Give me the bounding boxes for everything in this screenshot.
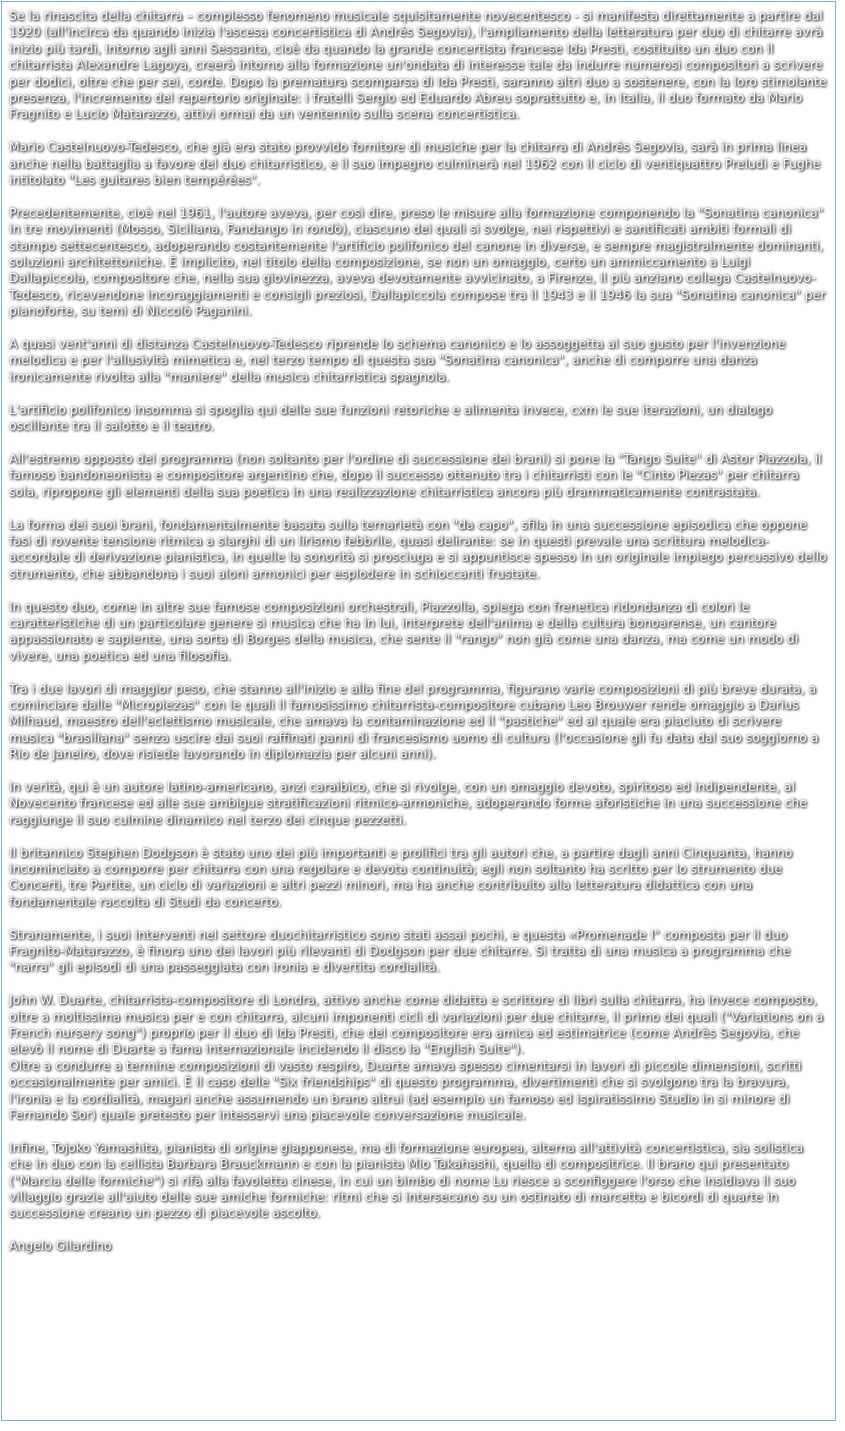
paragraph: Stranamente, i suoi interventi nel settore duochitarristico sono stati assai pochi, e questa «Promenade I" composta per il duo Fragnito-Matarazzo, è finora uno dei lavori più rilevanti di Dodgson per due chitarre. Si tratta di una musica a programma che "narra" gli episodi di una passeggiata con ironia e divertita cordialità. (9, 926, 791, 975)
paragraph: Tra i due lavori di maggior peso, che stanno all'inizio e alla fine del programma, figurano varie composizioni di più breve durata, a cominciare dalle "Micropiezas" con le quali il famosissimo chitarrista-compositore cubano Leo Brouwer rende omaggio a Darius Milhaud, maestro dell'eclettismo musicale, che amava la contaminazione ed il "pastiche" ed al quale era piaciuto di scrivere musica "brasiliana" senza uscire dai suoi raffinati panni di francesismo uomo di cultura (l'occasione gli fu data dal suo soggiorno a Rio de Janeiro, dove risiede lavorando in diplomazia per alcuni anni). (9, 680, 819, 762)
paragraph: In questo duo, come in altre sue famose composizioni orchestrali, Piazzolla, spiega con frenetica ridondanza di colori le caratteristiche di un particolare genere si musica che ha in lui, interprete dell'anima e della cultura bonoarense, un cantore appassionato e sapiente, una sorta di Borges della musica, che sente il "rango" non già come una danza, ma come un modo di vivere, una poetica ed una filosofia. (9, 598, 799, 663)
text-panel (1, 1, 836, 1421)
paragraph: Mario Castelnuovo-Tedesco, che già era stato provvido fornitore di musiche per la chitarra di Andrés Segovia, sarà in prima linea anche nella battaglia a favore del duo chitarristico, e il suo impegno culminerà nel 1962 con il ciclo di ventiquattro Preludi e Fughe intitolato "Les guitares bien tempérées". (9, 139, 821, 188)
paragraph: Precedentemente, cioè nel 1961, l'autore aveva, per così dire, preso le misure alla formazione componendo la "Sonatina canonica" in tre movimenti (Mosso, Siciliana, Fandango in rondò), ciascuno dei quali si svolge, nei rispettivi e santificati ambiti formali di stampo settecentesco, adoperando costantemente l'artificio polifonico del canone in diverse, e sempre magistralmente dominanti, soluzioni architettoniche. È implicito, nel titolo della composizione, se non un omaggio, certo un ammiccamento a Luigi Dallapiccola, compositore che, nella sua giovinezza, aveva devotamente avvicinato, a Firenze, il più anziano collega Castelnuovo-Tedesco, ricevendone incoraggiamenti e consigli preziosi, Dallapiccola compose tra il 1943 e il 1946 la sua "Sonatina canonica" per pianoforte, su temi di Niccolò Paganini. (9, 204, 826, 319)
paragraph: All'estremo opposto del programma (non soltanto per l'ordine di successione dei brani) si pone la "Tango Suite" di Astor Piazzola, il famoso bandoneonista e compositore argentino che, dopo il successo ottenuto tra i chitarristi con le "Cinto Piezas" per chitarra sola, ripropone gli elementi della sua poetica in una realizzazione chitarristica ancora più drammaticamente contrastata. (9, 450, 822, 499)
article-body (2, 2, 835, 1255)
author-signature: Angelo Gilardino (9, 1238, 112, 1254)
paragraph: Infine, Tojoko Yamashita, pianista di origine giapponese, ma di formazione europea, alterna all'attività concertistica, sia solistica che in duo con la cellista Barbara Brauckmann e con la pianista Mio Takahashi, quella di compositrice. Il brano qui presentato ("Marcia delle formiche") si rifà alla favoletta cinese, in cui un bimbo di nome Lu riesce a sconfiggere l'orso che insidiava il suo villaggio grazie all'aiuto delle sue amiche formiche: ritmi che si intersecano su un ostinato di marcetta e bicordi di quarte in successione creano un pezzo di piacevole ascolto. (9, 1139, 804, 1221)
paragraph: Se la rinascita della chitarra – complesso fenomeno musicale squisitamente novecentesco - si manifesta direttamente a partire dal 1920 (all'incirca da quando inizia l'ascesa concertistica di Andrés Segovia), l'ampliamento della letteratura per duo di chitarre avrà inizio più tardi, intorno agli anni Sessanta, cioè da quando la grande concertista francese Ida Presti, costituito un duo con il chitarrista Alexandre Lagoya, creerà intorno alla formazione un'ondata di interesse tale da indurre numerosi compositori a scrivere per dodici, oltre che per sei, corde. Dopo la prematura scomparsa di Ida Presti, saranno altri duo a sostenere, con la loro stimolante presenza, l'incremento del repertorio originale: i fratelli Sergio ed Eduardo Abreu soprattutto e, in Italia, il duo formato da Mario Fragnito e Lucio Matarazzo, attivi ormai da un ventennio sulla scena concertistica. (9, 8, 827, 122)
paragraph: John W. Duarte, chitarrista-compositore di Londra, attivo anche come didatta e scrittore di libri sulla chitarra, ha invece composto, oltre a moltissima musica per e con chitarra, alcuni imponenti cicli di variazioni per due chitarre, il primo dei quali ("Variations on a French nursery song") proprio per il duo di Ida Presti, che del compositore era amica ed estimatrice (come Andrès Segovia, che elevò il nome di Duarte a fama internazionale incidendo il disco la "English Suite"). Oltre a condurre a termine composizioni di vasto respiro, Duarte amava spesso cimentarsi in lavori di piccole dimensioni, scritti occasionalmente per amici. È il caso delle "Six friendships" di questo programma, divertimenti che si svolgono tra la bravura, l'ironia e la cordialità, magari anche assumendo un brano altrui (ad esempio un famoso ed ispiratissimo Studio in si minore di Fernando Sor) quale pretesto per intesservi una piacevole conversazione musicale. (9, 992, 824, 1123)
paragraph: In verità, qui è un autore latino-americano, anzi caraibico, che si rivolge, con un omaggio devoto, spiritoso ed indipendente, al Novecento francese ed alle sue ambigue stratificazioni ritmico-armoniche, adoperando forme aforistiche in una successione che raggiunge il suo culmine dinamico nel terzo dei cinque pezzetti. (9, 778, 807, 827)
paragraph: A quasi vent'anni di distanza Castelnuovo-Tedesco riprende lo schema canonico e lo assoggetta al suo gusto per l'invenzione melodica e per l'allusività mimetica e, nel terzo tempo di questa sua "Sonatina canonica", anche di comporre una danza ironicamente rivolta alla "maniere" della musica chitarristica spagnola. (9, 336, 786, 384)
paragraph: Il britannico Stephen Dodgson è stato uno dei più importanti e prolifici tra gli autori che, a partire dagli anni Cinquanta, hanno incominciato a comporre per chitarra con una regolare e devota continuità; egli non soltanto ha scritto per lo strumento due Concerti, tre Partite, un ciclo di variazioni e altri pezzi minori, ma ha anche contribuito alla letteratura didattica con una fondamentale raccolta di Studi da concerto. (9, 844, 793, 909)
paragraph: La forma dei suoi brani, fondamentalmente basata sulla ternarietà con "da capo", sfila in una successione episodica che oppone fasi di rovente tensione ritmica a slarghi di un lirismo febbrile, quasi delirante: se in questi prevale una scrittura melodica-accordale di derivazione pianistica, in quelle la sonorità si prosciuga e si appuntisce spesso in un originale impiego percussivo dello strumento, che abbandona i suoi aloni armonici per esplodere in schioccanti frustate. (9, 516, 827, 581)
paragraph: L'artificio polifonico insomma si spoglia qui delle sue funzioni retoriche e alimenta invece, cxm le sue iterazioni, un dialogo oscillante tra il salotto e il teatro. (9, 401, 773, 434)
